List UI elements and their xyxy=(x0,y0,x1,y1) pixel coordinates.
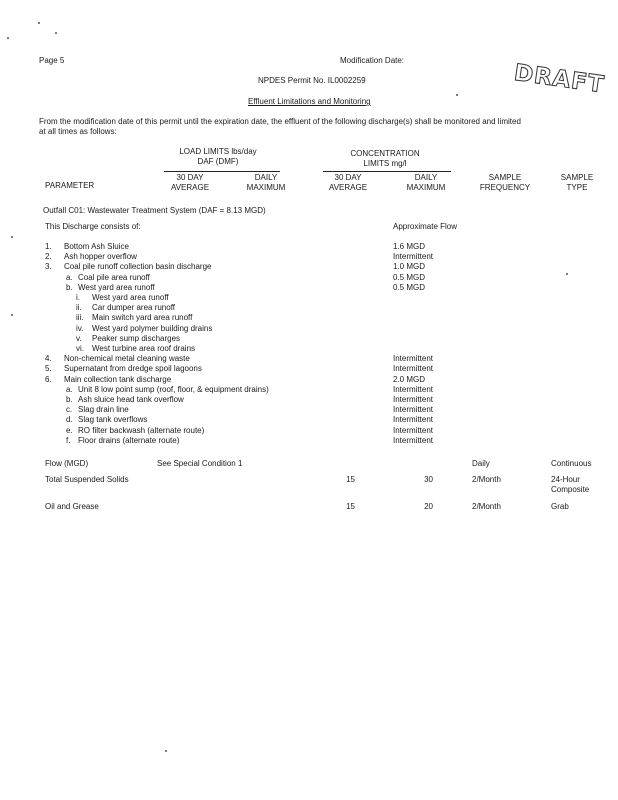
concentration-heading: CONCENTRATION LIMITS mg/l xyxy=(350,149,420,168)
list-item-label: West yard polymer building drains xyxy=(92,323,213,333)
parameter-name: Total Suspended Solids xyxy=(45,475,129,484)
list-item-label: West yard area runoff xyxy=(78,282,155,292)
list-item-number: 6. xyxy=(45,374,52,384)
section-title: Effluent Limitations and Monitoring xyxy=(248,97,371,106)
list-item-label: Slag tank overflows xyxy=(78,415,148,425)
list-item-number: ii. xyxy=(76,303,82,313)
parameter-avg: 15 xyxy=(346,475,355,484)
load-limits-rule xyxy=(164,171,280,172)
load-avg-heading: 30 DAY AVERAGE xyxy=(170,173,210,192)
list-item-label: Ash sluice head tank overflow xyxy=(78,395,184,404)
list-item-flow: Intermittent xyxy=(393,354,434,364)
parameter-sample-type: Composite xyxy=(551,485,590,494)
list-item-number: 1. xyxy=(45,242,52,251)
list-item-flow: 0.5 MGD xyxy=(393,272,426,282)
list-item-number: f. xyxy=(66,435,71,445)
parameter-sample-type: Grab xyxy=(551,502,569,511)
parameter-frequency: Daily xyxy=(472,459,490,468)
type-heading: SAMPLE TYPE xyxy=(560,173,594,192)
list-item-number: 2. xyxy=(45,252,52,262)
list-item-flow: Intermittent xyxy=(393,364,434,374)
parameter-max: 20 xyxy=(424,502,433,511)
list-item-label: Car dumper area runoff xyxy=(92,303,176,313)
scan-speck xyxy=(11,314,13,316)
page-number: Page 5 xyxy=(39,56,65,65)
parameter-avg: 15 xyxy=(346,502,355,511)
list-item-number: b. xyxy=(66,282,73,292)
scan-speck xyxy=(456,94,458,96)
load-limits-heading: LOAD LIMITS lbs/day DAF (DMF) xyxy=(179,147,257,166)
parameter-name: Oil and Grease xyxy=(45,502,99,511)
parameter-frequency: 2/Month xyxy=(472,502,501,511)
list-item-label: Unit 8 low point sump (roof, floor, & equipment drains) xyxy=(78,384,269,394)
concentration-rule xyxy=(323,171,451,172)
list-item-number: 3. xyxy=(45,262,52,272)
list-item-number: a. xyxy=(66,384,73,394)
approx-flow-heading: Approximate Flow xyxy=(393,222,458,231)
modification-date: Modification Date: xyxy=(340,56,405,65)
permit-number: NPDES Permit No. IL0002259 xyxy=(258,76,366,85)
list-item-flow: Intermittent xyxy=(393,405,434,415)
list-item-label: Bottom Ash Sluice xyxy=(64,242,129,251)
scan-speck xyxy=(11,236,13,238)
list-item-label: West yard area runoff xyxy=(92,293,169,302)
parameter-name: Flow (MGD) xyxy=(45,459,89,468)
list-item-flow: 1.6 MGD xyxy=(393,242,426,251)
list-item-label: Slag drain line xyxy=(78,405,129,415)
list-item-label: Main collection tank discharge xyxy=(64,374,172,384)
list-item-label: RO filter backwash (alternate route) xyxy=(78,425,205,435)
list-item-number: a. xyxy=(66,272,73,282)
list-item-flow: 1.0 MGD xyxy=(393,262,426,272)
list-item-number: 5. xyxy=(45,364,52,374)
list-item-label: Coal pile area runoff xyxy=(78,272,150,282)
parameter-heading: PARAMETER xyxy=(45,181,95,190)
list-item-flow: Intermittent xyxy=(393,395,434,404)
list-item-label: Ash hopper overflow xyxy=(64,252,137,262)
list-item-number: iii. xyxy=(76,313,84,323)
load-max-heading: DAILY MAXIMUM xyxy=(246,173,286,192)
intro-line-1: From the modification date of this permit until the expiration date, the effluent of the following discharge(s) shall be monitored and limited xyxy=(39,117,521,126)
scan-speck xyxy=(38,22,40,24)
scan-speck xyxy=(55,32,57,34)
scan-speck xyxy=(7,37,9,39)
parameter-sample-type: Continuous xyxy=(551,459,592,468)
list-item-flow: 2.0 MGD xyxy=(393,374,426,384)
frequency-heading: SAMPLE FREQUENCY xyxy=(479,173,531,192)
list-item-flow: Intermittent xyxy=(393,384,434,394)
list-item-number: b. xyxy=(66,395,73,404)
list-item-flow: Intermittent xyxy=(393,415,434,425)
list-item-flow: 0.5 MGD xyxy=(393,282,426,292)
list-item-flow: Intermittent xyxy=(393,252,434,262)
list-item-flow: Intermittent xyxy=(393,435,434,445)
list-item-number: iv. xyxy=(76,323,84,333)
intro-line-2: at all times as follows: xyxy=(39,127,117,136)
list-item-number: i. xyxy=(76,293,80,302)
list-item-label: Supernatant from dredge spoil lagoons xyxy=(64,364,202,374)
scan-speck xyxy=(165,750,167,752)
scan-speck xyxy=(566,273,568,275)
list-item-label: Floor drains (alternate route) xyxy=(78,435,180,445)
list-item-label: Peaker sump discharges xyxy=(92,333,181,343)
list-item-label: Main switch yard area runoff xyxy=(92,313,193,323)
list-item-number: 4. xyxy=(45,354,52,364)
list-item-label: West turbine area roof drains xyxy=(92,344,196,353)
parameter-frequency: 2/Month xyxy=(472,475,501,484)
parameter-note: See Special Condition 1 xyxy=(157,459,243,468)
draft-stamp: DRAFT xyxy=(512,60,607,99)
list-item-label: Non-chemical metal cleaning waste xyxy=(64,354,190,364)
list-item-label: Coal pile runoff collection basin discharge xyxy=(64,262,212,272)
list-item-number: d. xyxy=(66,415,73,425)
list-item-number: vi. xyxy=(76,344,84,353)
outfall-title: Outfall C01: Wastewater Treatment System (DAF = 8.13 MGD) xyxy=(43,206,266,215)
list-item-flow: Intermittent xyxy=(393,425,434,435)
list-item-number: c. xyxy=(66,405,73,415)
parameter-sample-type: 24-Hour xyxy=(551,475,580,484)
parameter-max: 30 xyxy=(424,475,433,484)
list-item-number: v. xyxy=(76,333,82,343)
discharge-intro: This Discharge consists of: xyxy=(45,222,141,231)
list-item-number: e. xyxy=(66,425,73,435)
conc-max-heading: DAILY MAXIMUM xyxy=(406,173,446,192)
conc-avg-heading: 30 DAY AVERAGE xyxy=(328,173,368,192)
